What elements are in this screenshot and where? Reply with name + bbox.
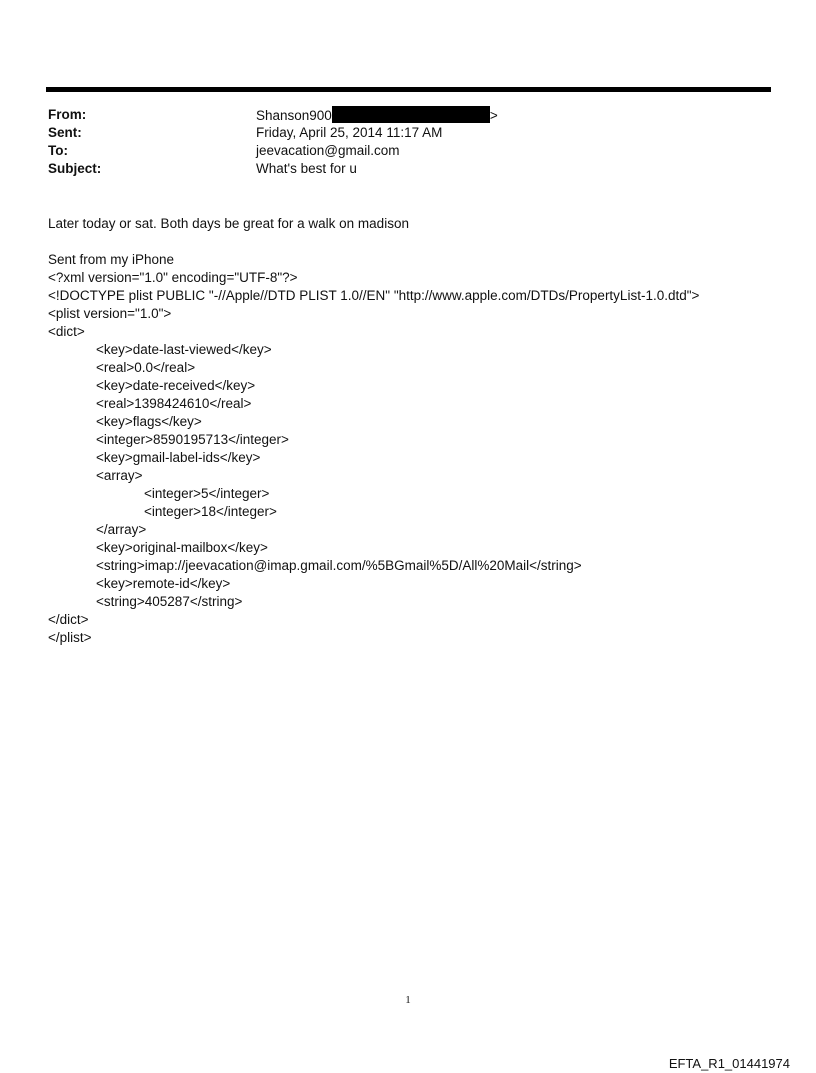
plist-line: </dict> xyxy=(48,612,89,627)
plist-line: <key>date-last-viewed</key> xyxy=(96,342,272,357)
from-value xyxy=(256,106,498,124)
plist-line: </plist> xyxy=(48,630,92,645)
to-value: jeevacation@gmail.com xyxy=(256,143,400,158)
plist-line: <!DOCTYPE plist PUBLIC "-//Apple//DTD PLIST 1.0//EN" "http://www.apple.com/DTDs/PropertyList-1.0.dtd"> xyxy=(48,288,700,303)
plist-line: <integer>18</integer> xyxy=(144,504,277,519)
plist-line: <real>1398424610</real> xyxy=(96,396,252,411)
header-divider xyxy=(46,87,771,92)
plist-line: <dict> xyxy=(48,324,85,339)
plist-line: <?xml version="1.0" encoding="UTF-8"?> xyxy=(48,270,298,285)
plist-line: <key>remote-id</key> xyxy=(96,576,231,591)
from-name: Shanson900 xyxy=(256,108,332,123)
subject-row xyxy=(48,160,748,178)
plist-line: <integer>5</integer> xyxy=(144,486,270,501)
sent-row xyxy=(48,124,748,142)
plist-line: <key>flags</key> xyxy=(96,414,202,429)
plist-line: <key>date-received</key> xyxy=(96,378,256,393)
from-suffix: > xyxy=(489,108,498,123)
page-number: 1 xyxy=(405,994,411,1006)
plist-line: <string>imap://jeevacation@imap.gmail.com/%5BGmail%5D/All%20Mail</string> xyxy=(96,558,582,573)
plist-line: <key>original-mailbox</key> xyxy=(96,540,268,555)
plist-line: <key>gmail-label-ids</key> xyxy=(96,450,261,465)
email-header xyxy=(48,106,748,178)
to-row xyxy=(48,142,748,160)
to-label: To: xyxy=(48,143,68,158)
subject-value: What's best for u xyxy=(256,161,357,176)
plist-line: <integer>8590195713</integer> xyxy=(96,432,289,447)
sent-value: Friday, April 25, 2014 11:17 AM xyxy=(256,125,443,140)
from-row xyxy=(48,106,748,124)
plist-line: <plist version="1.0"> xyxy=(48,306,172,321)
signature-text: Sent from my iPhone xyxy=(48,252,175,267)
email-body xyxy=(48,215,788,647)
plist-line: <string>405287</string> xyxy=(96,594,243,609)
plist-line: <real>0.0</real> xyxy=(96,360,196,375)
from-label: From: xyxy=(48,107,87,122)
plist-line: </array> xyxy=(96,522,147,537)
plist-line: <array> xyxy=(96,468,143,483)
message-text: Later today or sat. Both days be great for a walk on madison xyxy=(48,216,409,231)
redaction-box xyxy=(332,106,490,123)
document-id: EFTA_R1_01441974 xyxy=(668,1056,790,1071)
sent-label: Sent: xyxy=(48,125,82,140)
subject-label: Subject: xyxy=(48,161,102,176)
